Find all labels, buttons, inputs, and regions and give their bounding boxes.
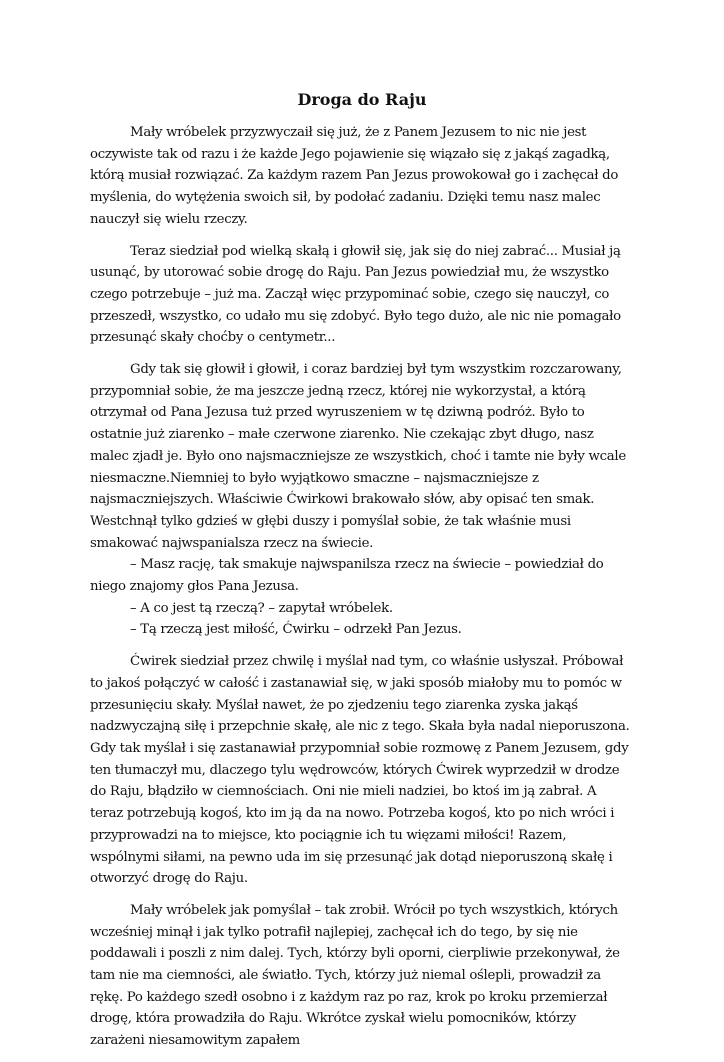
- paragraph-1: Mały wróbelek przyzwyczaił się już, że z Panem Jezusem to nic nie jest oczywiste tak od razu i że każde Jego pojawienie się wiązało się z jakąś zagadką, którą musiał rozwiązać. Za każdym razem Pan Jezus prowokował go i zachęcał do myślenia, do wytężenia swoich sił, by podołać zadaniu. Dzięki temu nasz malec nauczył się wielu rzeczy.: [90, 125, 619, 227]
- document-body: [90, 122, 633, 1062]
- dialogue-line-1: – Masz rację, tak smakuje najwspanilsza rzecz na świecie – powiedział do niego znajomy głos Pana Jezusa.: [90, 557, 604, 595]
- paragraph-4: Ćwirek siedział przez chwilę i myślał nad tym, co właśnie usłyszał. Próbował to jakoś połączyć w całość i zastanawiał się, w jaki sposób miałoby mu to pomóc w przesunięciu skały. Myślał nawet, że po zjedzeniu tego ziarenka zyska jakąś nadzwyczajną siłę i przepchnie skałę, ale nic z tego. Skała była nadal nieporuszona. Gdy tak myślał i się zastanawiał przypomniał sobie rozmowę z Panem Jezusem, gdy ten tłumaczył mu, dlaczego tylu wędrowców, których Ćwirek wyprzedził w drodze do Raju, błądziło w ciemnościach. Oni nie mieli nadziei, bo ktoś im ją zabrał. A teraz potrzebują kogoś, kto im ją da na nowo. Potrzeba kogoś, kto po nich wróci i przyprowadzi na to miejsce, kto pociągnie ich tu więzami miłości! Razem, wspólnymi siłami, na pewno uda im się przesunąć jak dotąd nieporuszoną skałę i otworzyć drogę do Raju.: [90, 654, 630, 887]
- dialogue-line-2: – A co jest tą rzeczą? – zapytał wróbelek.: [130, 600, 393, 616]
- dialogue-line-3: – Tą rzeczą jest miłość, Ćwirku – odrzekł Pan Jezus.: [130, 622, 462, 638]
- paragraph-2: Teraz siedział pod wielką skałą i głowił się, jak się do niej zabrać... Musiał ją usunąć, by utorować sobie drogę do Raju. Pan Jezus powiedział mu, że wszystko czego potrzebuje – już ma. Zaczął więc przypominać sobie, czego się nauczył, co przeszedł, wszystko, co udało mu się zdobyć. Było tego dużo, ale nic nie pomagało przesunąć skały choćby o centymetr...: [90, 243, 621, 346]
- document-title: Droga do Raju: [297, 90, 427, 109]
- paragraph-3: Gdy tak się głowił i głowił, i coraz bardziej był tym wszystkim rozczarowany, przypomniał sobie, że ma jeszcze jedną rzecz, której nie wykorzystał, a którą otrzymał od Pana Jezusa tuż przed wyruszeniem w tę dziwną podróż. Było to ostatnie już ziarenko – małe czerwone ziarenko. Nie czekając zbyt długo, nasz malec zjadł je. Było ono najsmaczniejsze ze wszystkich, choć i tamte nie były wcale niesmaczne.Niemniej to było wyjątkowo smaczne – najsmaczniejsze z najsmaczniejszych. Właściwie Ćwirkowi brakowało słów, aby opisać ten smak. Westchnął tylko gdzieś w głębi duszy i pomyślał sobie, że tak właśnie musi smakować najwspanialsza rzecz na świecie.: [90, 362, 626, 551]
- paragraph-5: Mały wróbelek jak pomyślał – tak zrobił. Wrócił po tych wszystkich, których wcześniej minął i jak tylko potrafił najlepiej, zachęcał ich do tego, by się nie poddawali i poszli z nim dalej. Tych, którzy byli oporni, cierpliwie przekonywał, że tam nie ma ciemności, ale światło. Tych, którzy już niemal oślepli, prowadził za rękę. Po każdego szedł osobno i z każdym raz po raz, krok po kroku przemierzał drogę, która prowadziła do Raju. Wkrótce zyskał wielu pomocników, którzy zarażeni niesamowitym zapałem: [90, 902, 620, 1049]
